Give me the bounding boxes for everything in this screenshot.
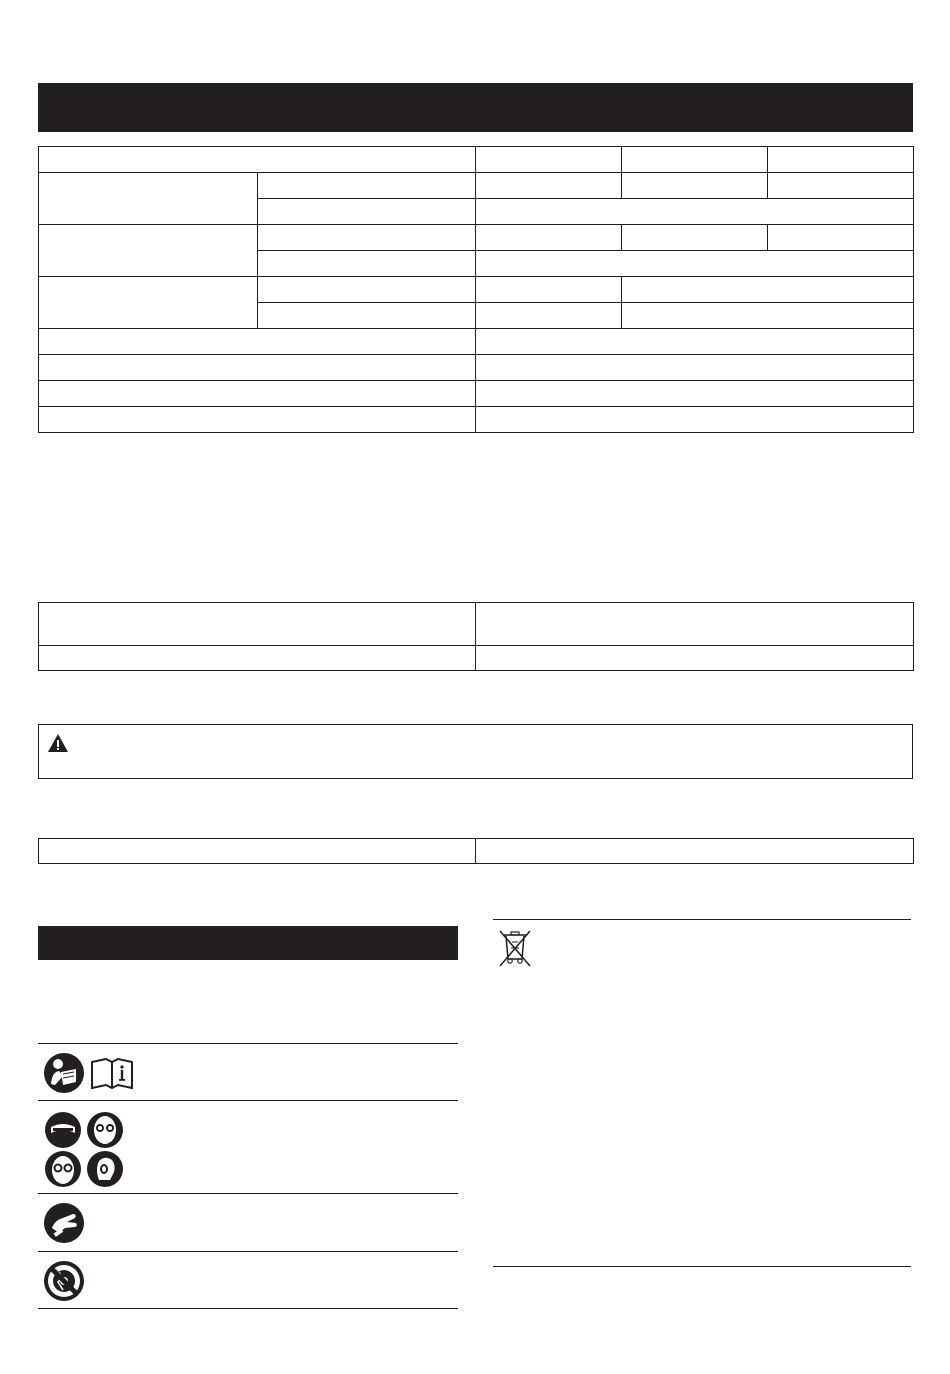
divider	[38, 1308, 458, 1309]
table-cell	[476, 199, 914, 225]
table-cell	[258, 251, 476, 277]
table-cell	[39, 329, 476, 355]
table-cell	[622, 147, 768, 173]
table-cell	[39, 225, 258, 277]
ear-protection-icon	[86, 1150, 124, 1188]
table-cell	[258, 303, 476, 329]
table-row	[39, 147, 914, 173]
divider	[38, 1043, 458, 1044]
face-shield-icon	[44, 1111, 82, 1149]
table-row	[39, 173, 914, 199]
divider	[493, 919, 911, 920]
divider	[38, 1193, 458, 1194]
crossed-out-wheeled-bin-icon	[498, 928, 532, 968]
table-cell	[622, 303, 914, 329]
table-cell	[258, 277, 476, 303]
table-row	[39, 225, 914, 251]
table-cell	[39, 173, 258, 225]
table-cell	[476, 277, 622, 303]
table-cell	[476, 329, 914, 355]
divider	[38, 1251, 458, 1252]
table-row	[39, 839, 914, 864]
table-cell	[39, 381, 476, 407]
table-row	[39, 603, 914, 646]
table-cell	[476, 251, 914, 277]
table-cell	[476, 603, 914, 646]
vibration-table	[38, 838, 914, 864]
table-cell	[476, 355, 914, 381]
divider	[493, 1266, 911, 1267]
table-cell	[476, 303, 622, 329]
table-cell	[39, 839, 476, 864]
read-manual-person-icon	[43, 1052, 85, 1094]
noise-table	[38, 602, 914, 671]
instruction-book-icon	[90, 1058, 134, 1090]
table-cell	[768, 225, 914, 251]
table-cell	[39, 147, 476, 173]
table-row	[39, 407, 914, 433]
specifications-header-bar	[38, 83, 913, 132]
table-cell	[258, 225, 476, 251]
table-cell	[39, 355, 476, 381]
table-cell	[476, 147, 622, 173]
safety-goggles-icon	[86, 1111, 124, 1149]
table-row	[39, 646, 914, 671]
table-cell	[476, 839, 914, 864]
table-row	[39, 329, 914, 355]
hand-protection-icon	[43, 1202, 85, 1244]
symbols-header-bar	[38, 926, 458, 960]
warning-box	[38, 724, 913, 779]
no-cracked-wheel-icon	[43, 1260, 85, 1302]
table-cell	[39, 277, 258, 329]
table-cell	[768, 173, 914, 199]
table-cell	[39, 407, 476, 433]
table-cell	[476, 225, 622, 251]
table-cell	[476, 173, 622, 199]
table-cell	[622, 173, 768, 199]
safety-glasses-icon	[44, 1150, 82, 1188]
table-cell	[258, 199, 476, 225]
table-row	[39, 381, 914, 407]
table-cell	[39, 646, 476, 671]
table-cell	[476, 646, 914, 671]
table-row	[39, 355, 914, 381]
divider	[38, 1100, 458, 1101]
table-cell	[258, 173, 476, 199]
table-cell	[476, 407, 914, 433]
warning-triangle-icon	[47, 733, 69, 753]
specifications-table	[38, 146, 914, 433]
table-row	[39, 277, 914, 303]
table-cell	[476, 381, 914, 407]
table-cell	[622, 225, 768, 251]
table-cell	[39, 603, 476, 646]
table-cell	[768, 147, 914, 173]
table-cell	[622, 277, 914, 303]
